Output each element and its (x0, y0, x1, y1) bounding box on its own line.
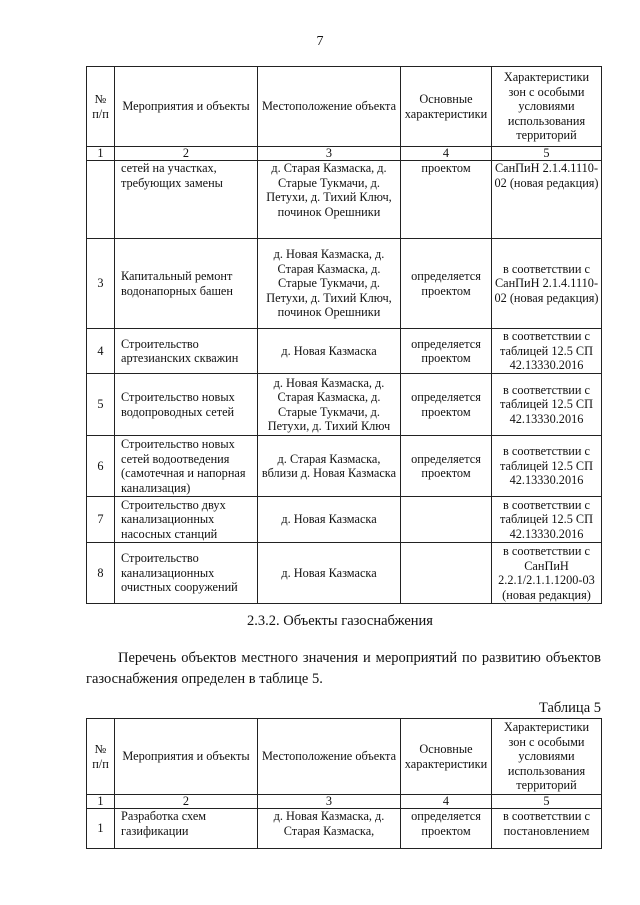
row-zones: в соответствии с СанПиН 2.1.4.1110-02 (новая редакция) (492, 239, 602, 329)
row-name: Капитальный ремонт водонапорных башен (115, 239, 258, 329)
row-location: д. Старая Казмаска, вблизи д. Новая Казмаска (258, 436, 401, 497)
row-zones: в соответствии с таблицей 12.5 СП 42.13330.2016 (492, 374, 602, 436)
row-spec: определяется проектом (401, 239, 492, 329)
section-title: 2.3.2. Объекты газоснабжения (247, 613, 433, 629)
row-name: Строительство новых сетей водоотведения (самотечная и напорная канализация) (115, 436, 258, 497)
column-number-row (87, 147, 602, 161)
row-name: сетей на участках, требующих замены (115, 161, 258, 239)
col-number: 3 (258, 147, 401, 161)
column-number-row (87, 795, 602, 809)
table-row (87, 239, 602, 329)
row-spec: определяется проектом (401, 436, 492, 497)
header-name: Мероприятия и объекты (115, 719, 258, 795)
table-header-row (87, 719, 602, 795)
col-number: 5 (492, 147, 602, 161)
header-zones: Характеристики зон с особыми условиями использования территорий (492, 67, 602, 147)
table-caption: Таблица 5 (538, 700, 601, 716)
row-zones: в соответствии с таблицей 12.5 СП 42.13330.2016 (492, 329, 602, 374)
row-num (87, 161, 115, 239)
row-name: Строительство новых водопроводных сетей (115, 374, 258, 436)
row-zones: СанПиН 2.1.4.1110-02 (новая редакция) (492, 161, 602, 239)
col-number: 1 (87, 147, 115, 161)
header-spec: Основные характеристики (401, 67, 492, 147)
header-zones: Характеристики зон с особыми условиями использования территорий (492, 719, 602, 795)
row-name: Строительство двух канализационных насосных станций (115, 497, 258, 543)
row-spec: определяется проектом (401, 809, 492, 849)
row-spec (401, 497, 492, 543)
header-num: № п/п (87, 719, 115, 795)
col-number: 3 (258, 795, 401, 809)
row-num: 7 (87, 497, 115, 543)
table-row (87, 497, 602, 543)
row-location: д. Новая Казмаска (258, 329, 401, 374)
table-row (87, 374, 602, 436)
page-number: 7 (316, 34, 324, 49)
col-number: 2 (115, 147, 258, 161)
table-row (87, 809, 602, 849)
gas-supply-table (86, 718, 602, 849)
row-num: 4 (87, 329, 115, 374)
water-supply-table (86, 66, 602, 604)
table-row (87, 161, 602, 239)
row-num: 6 (87, 436, 115, 497)
header-location: Местоположение объекта (258, 719, 401, 795)
col-number: 4 (401, 795, 492, 809)
header-name: Мероприятия и объекты (115, 67, 258, 147)
col-number: 5 (492, 795, 602, 809)
row-location: д. Новая Казмаска, д. Старая Казмаска, (258, 809, 401, 849)
row-zones: в соответствии с постановлением (492, 809, 602, 849)
table-row (87, 543, 602, 604)
row-location: д. Новая Казмаска (258, 497, 401, 543)
paragraph: Перечень объектов местного значения и мероприятий по развитию объектов газоснабжения определен в таблице 5. (86, 650, 601, 687)
row-spec (401, 543, 492, 604)
header-location: Местоположение объекта (258, 67, 401, 147)
header-spec: Основные характеристики (401, 719, 492, 795)
row-num: 1 (87, 809, 115, 849)
row-location: д. Старая Казмаска, д. Старые Тукмачи, д. Петухи, д. Тихий Ключ, починок Орешники (258, 161, 401, 239)
row-name: Разработка схем газификации (115, 809, 258, 849)
col-number: 4 (401, 147, 492, 161)
col-number: 2 (115, 795, 258, 809)
row-spec: определяется проектом (401, 329, 492, 374)
row-num: 5 (87, 374, 115, 436)
row-location: д. Новая Казмаска (258, 543, 401, 604)
table-row (87, 436, 602, 497)
row-spec: определяется проектом (401, 374, 492, 436)
row-name: Строительство артезианских скважин (115, 329, 258, 374)
row-spec: проектом (401, 161, 492, 239)
col-number: 1 (87, 795, 115, 809)
row-zones: в соответствии с таблицей 12.5 СП 42.13330.2016 (492, 436, 602, 497)
row-zones: в соответствии с таблицей 12.5 СП 42.13330.2016 (492, 497, 602, 543)
row-location: д. Новая Казмаска, д. Старая Казмаска, д. Старые Тукмачи, д. Петухи, д. Тихий Ключ (258, 374, 401, 436)
row-num: 8 (87, 543, 115, 604)
row-num: 3 (87, 239, 115, 329)
row-zones: в соответствии с СанПиН 2.2.1/2.1.1.1200-03 (новая редакция) (492, 543, 602, 604)
row-name: Строительство канализационных очистных сооружений (115, 543, 258, 604)
row-location: д. Новая Казмаска, д. Старая Казмаска, д. Старые Тукмачи, д. Петухи, д. Тихий Ключ, починок Орешники (258, 239, 401, 329)
table-header-row (87, 67, 602, 147)
table-row (87, 329, 602, 374)
header-num: № п/п (87, 67, 115, 147)
